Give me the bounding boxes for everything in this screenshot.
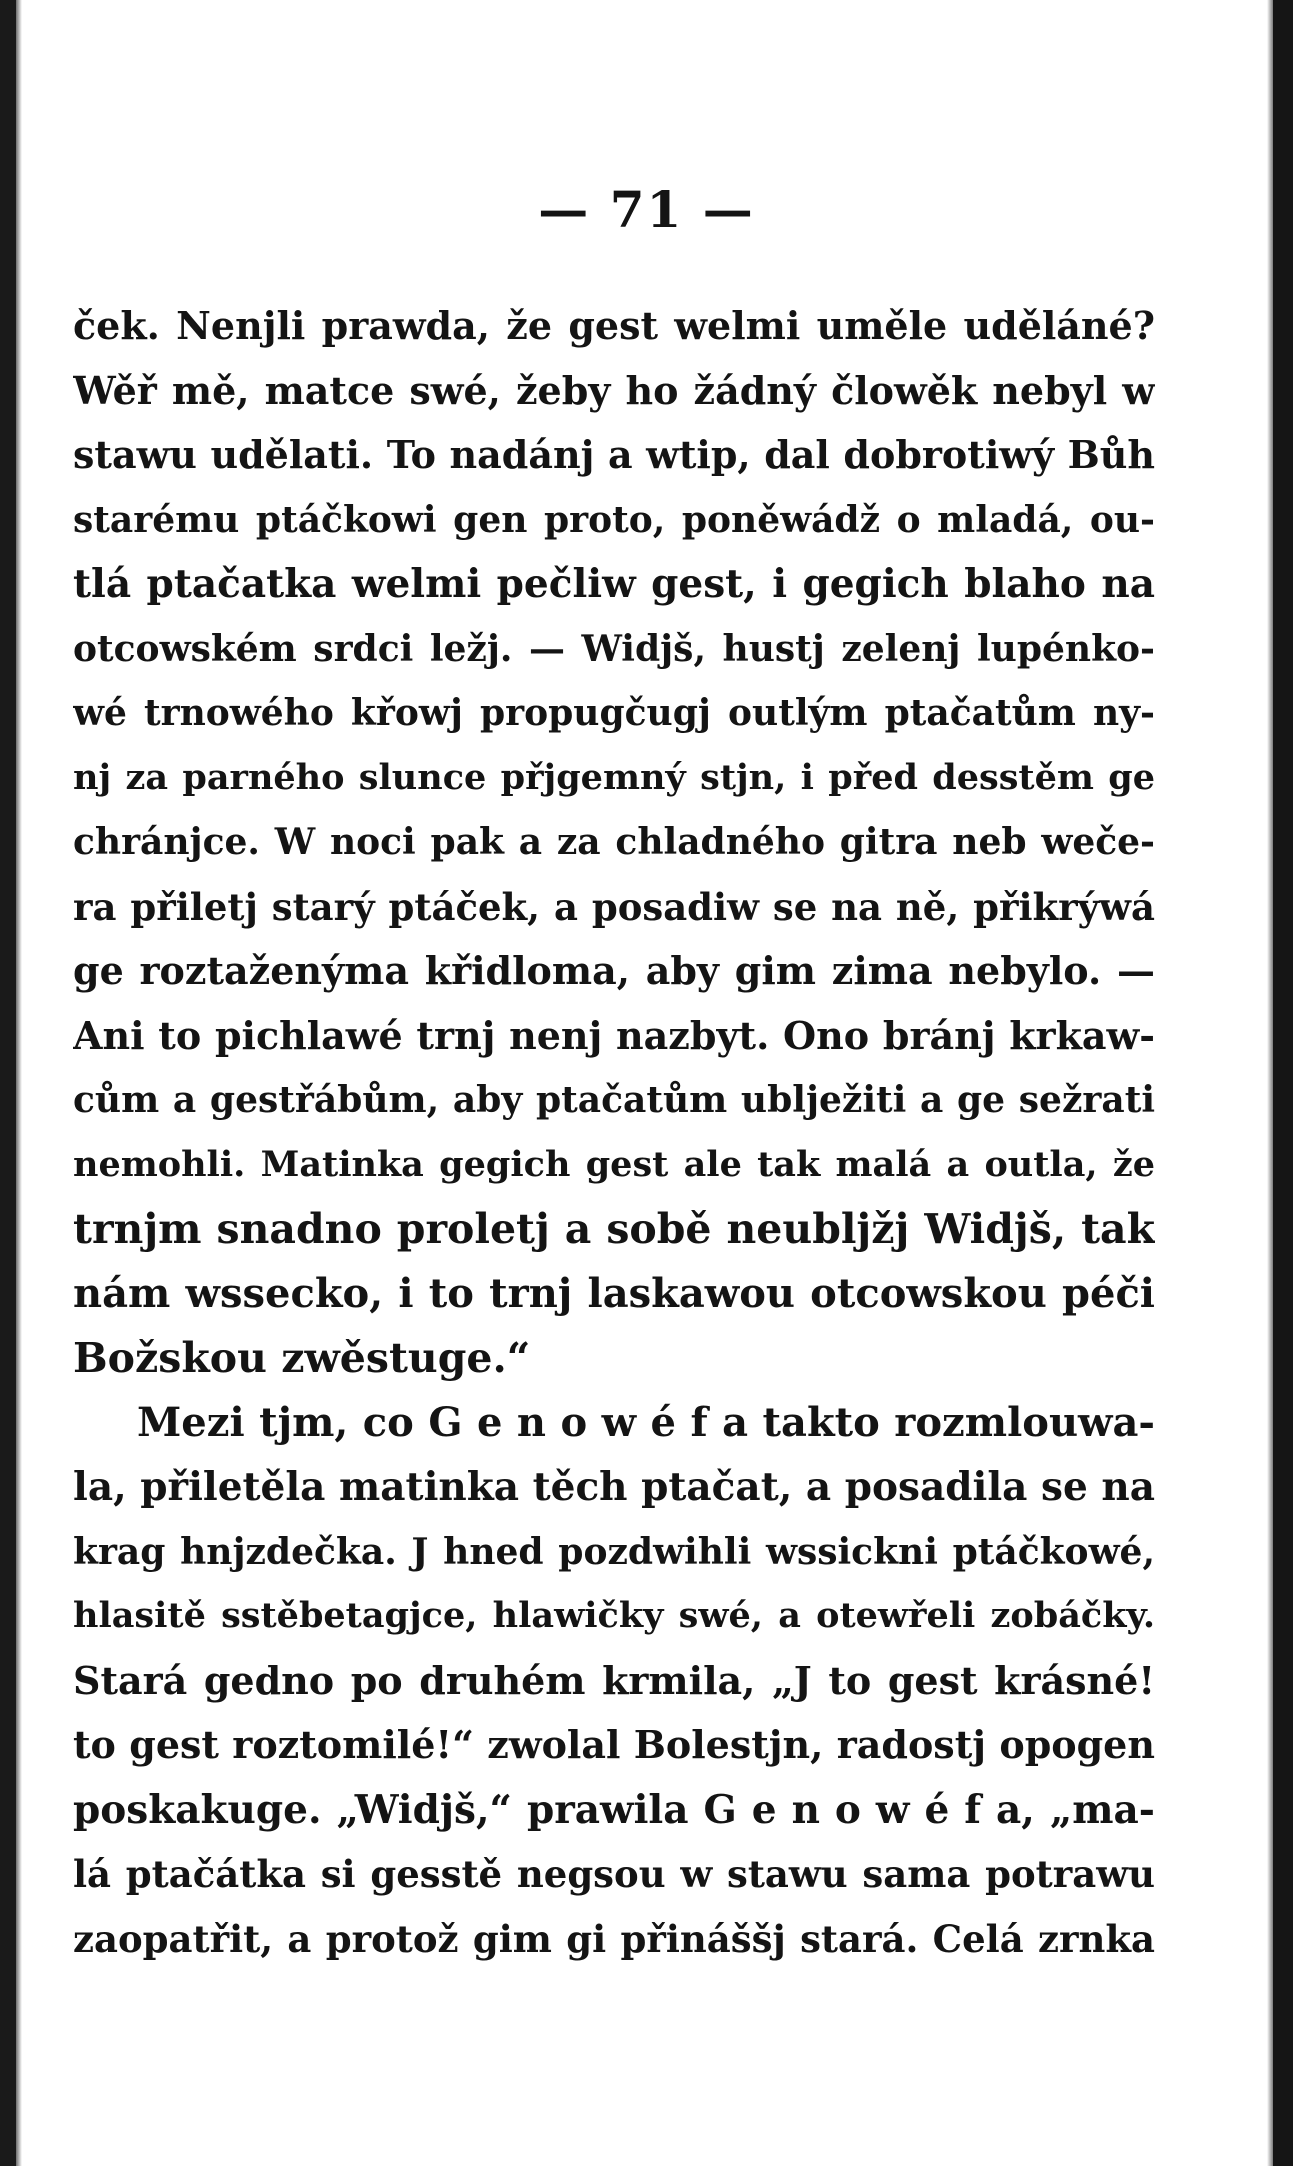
text-line: zaopatřit, a protož gim gi přináššj stará. Celá zrnka: [73, 1916, 1155, 1961]
text-line: chránjce. W noci pak a za chladného gitra neb weče-: [73, 821, 1155, 863]
text-line: la, přiletěla matinka těch ptačat, a posadila se na: [73, 1464, 1155, 1510]
text-line: trnjm snadno proletj a sobě neubljžj Widjš, tak: [73, 1205, 1155, 1253]
text-line: Wěř mě, matce swé, žeby ho žádný člowěk nebyl w: [73, 367, 1155, 413]
page-edge-right: [1273, 0, 1293, 2166]
text-line: to gest roztomilé!“ zwolal Bolestjn, radostj opogen: [73, 1722, 1155, 1767]
text-line: nemohli. Matinka gegich gest ale tak malá a outla, že: [73, 1143, 1155, 1185]
text-line: poskakuge. „Widjš,“ prawila G e n o w é f a, „ma-: [73, 1786, 1155, 1833]
text-line: Stará gedno po druhém krmila, „J to gest krásné!: [73, 1657, 1155, 1703]
text-line: ček. Nenjli prawda, že gest welmi uměle uděláné?: [73, 303, 1155, 348]
text-line: ra přiletj starý ptáček, a posadiw se na ně, přikrýwá: [73, 884, 1155, 929]
text-line: nám wssecko, i to trnj laskawou otcowskou péči: [73, 1269, 1155, 1317]
text-line: cům a gestřábům, aby ptačatům ublježiti a ge sežrati: [73, 1079, 1155, 1121]
text-line-paragraph-start: Mezi tjm, co G e n o w é f a takto rozmlouwa-: [137, 1398, 1155, 1446]
text-line: krag hnjzdečka. J hned pozdwihli wssickni ptáčkowé,: [73, 1530, 1155, 1573]
text-line: stawu udělati. To nadánj a wtip, dal dobrotiwý Bůh: [73, 432, 1155, 477]
binding-edge-left: [0, 0, 16, 2166]
text-line: ge roztaženýma křidloma, aby gim zima nebylo. —: [73, 948, 1155, 993]
text-line: nj za parného slunce přjgemný stjn, i před desstěm ge: [73, 756, 1155, 798]
text-line: hlasitě sstěbetagjce, hlawičky swé, a otewřeli zobáčky.: [73, 1595, 1155, 1636]
text-line: wé trnowého křowj propugčugj outlým ptačatům ny-: [73, 692, 1155, 734]
text-line: Ani to pichlawé trnj nenj nazbyt. Ono bránj krkaw-: [73, 1012, 1155, 1058]
binding-shadow-left: [16, 0, 22, 2166]
body-text: [73, 294, 1155, 1971]
text-line: otcowském srdci ležj. — Widjš, hustj zelenj lupénko-: [73, 627, 1155, 670]
text-line: starému ptáčkowi gen proto, poněwádž o mladá, ou-: [73, 498, 1155, 541]
page-number: — 71 —: [538, 180, 755, 239]
text-line: lá ptačátka si gesstě negsou w stawu sama potrawu: [73, 1852, 1155, 1896]
page-shadow-right: [1267, 0, 1273, 2166]
text-line-paragraph-end: Božskou zwěstuge.“: [73, 1334, 531, 1382]
text-line: tlá ptačatka welmi pečliw gest, i gegich blaho na: [73, 561, 1155, 607]
